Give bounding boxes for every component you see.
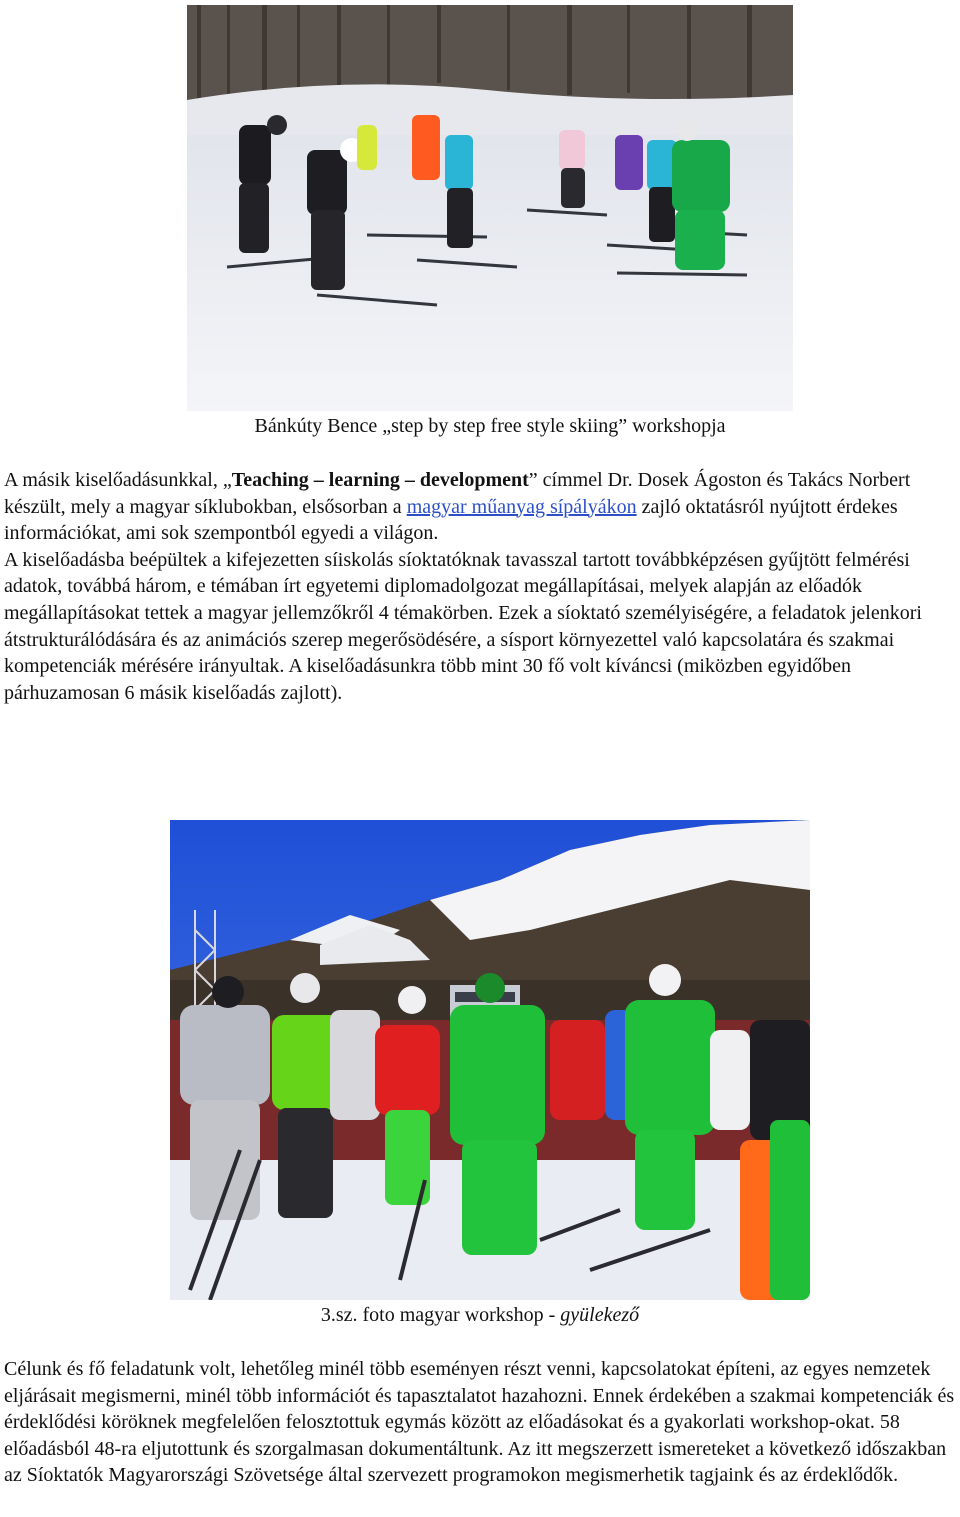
para1-text-a: A másik kiselőadásunkkal, „ bbox=[4, 469, 232, 491]
plastic-slopes-link[interactable]: magyar műanyag sípályákon bbox=[406, 495, 637, 518]
paragraph-teaching-learning bbox=[4, 467, 958, 706]
para1-text-d: A kiselőadásba beépültek a kifejezetten síiskolás síoktatóknak tavasszal tartott továbbképzésen gyűjtött felmérési adatok, továbbá három, e témában írt egyetemi diplomadolgozat megállapításai, melyek alapján az előadók megállapításokat tettek a magyar jellemzőkről 4 témakörben. Ezek a síoktató személyiségére, a feladatok jelenkori átstrukturálódására és az animációs szerep megerősödésére, a sísport környezettel való kapcsolatára és szakmai kompetenciák mérésére irányultak. A kiselőadásunkra több mint 30 fő volt kíváncsi (miközben egyidőben párhuzamosan 6 másik kiselőadás zajlott). bbox=[4, 548, 922, 704]
ski-workshop-photo-image bbox=[187, 5, 793, 411]
photo1-caption: Bánkúty Bence „step by step free style skiing” workshopja bbox=[254, 415, 726, 437]
ski-workshop-photo bbox=[187, 5, 793, 411]
gathering-photo bbox=[170, 820, 810, 1300]
photo2-caption-prefix: 3.sz. foto magyar workshop - bbox=[320, 1304, 561, 1326]
gathering-photo-image bbox=[170, 820, 810, 1300]
photo2-caption bbox=[0, 1302, 960, 1328]
photo2-caption-italic: gyülekező bbox=[560, 1304, 640, 1326]
presentation-title: Teaching – learning – development bbox=[231, 469, 529, 491]
para1-text-c: zajló oktatásról nyújtott érdekes információkat, ami sok szempontból egyedi a világon. bbox=[4, 495, 898, 545]
para1-text-b: ” címmel Dr. Dosek Ágoston és Takács Norbert készült, mely a magyar síklubokban, elsősorban a bbox=[4, 469, 911, 518]
paragraph-goals: Célunk és fő feladatunk volt, lehetőleg minél több eseményen részt venni, kapcsolatokat építeni, az egyes nemzetek eljárásait megismerni, minél több információt és tapasztalatot hazahozni. Ennek érdekében a szakmai kompetenciák és érdeklődési köröknek megfelelően felosztottuk egymás között az előadásokat és a gyakorlati workshop-okat. 58 előadásból 48-ra eljutottunk és szorgalmasan dokumentáltunk. Az itt megszerzett ismereteket a következő időszakban az Síoktatók Magyarországi Szövetsége által szervezett programokon megismerhetik tagjaink és az érdeklődők. bbox=[4, 1358, 955, 1487]
